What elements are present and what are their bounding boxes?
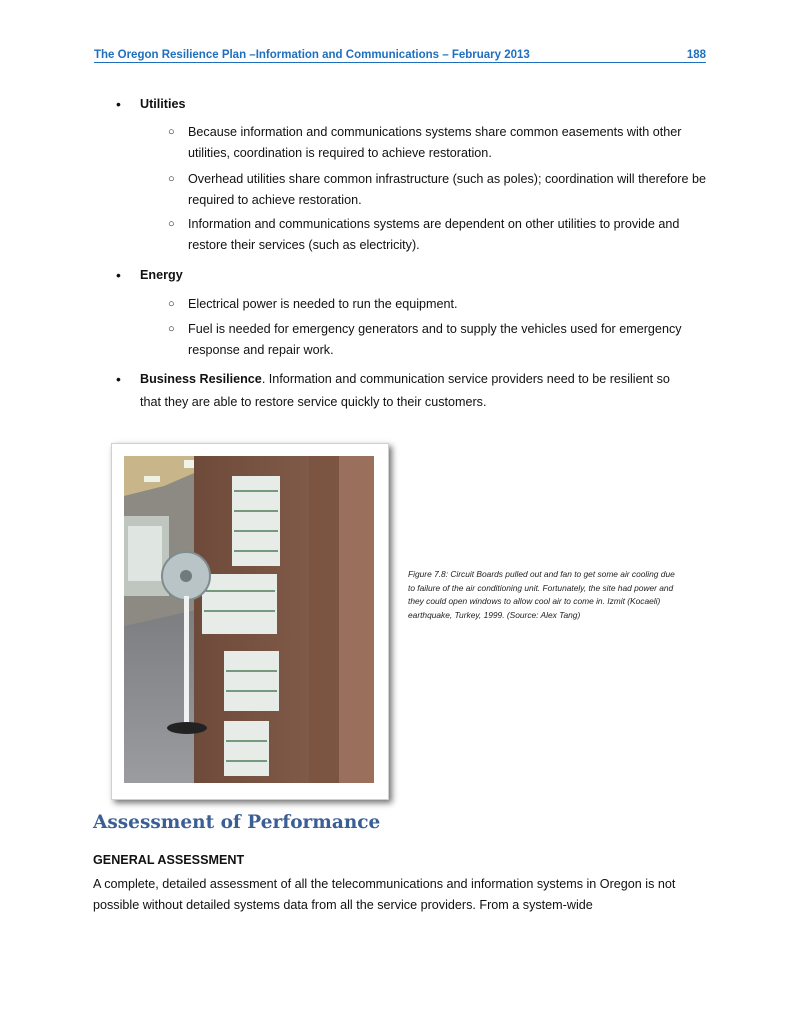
sub-bullet-text: Information and communications systems are dependent on other utilities to provide and restore their services (such as electricity). [188, 217, 680, 252]
bullet-dot-icon: • [116, 96, 121, 112]
sub-bullet-text: Fuel is needed for emergency generators and to supply the vehicles used for emergency response and repair work. [188, 322, 682, 357]
sub-bullet-text: Overhead utilities share common infrastructure (such as poles); coordination will therefore be required to achieve restoration. [188, 172, 706, 207]
circle-bullet-icon: ○ [168, 323, 175, 335]
circle-bullet-icon: ○ [168, 126, 175, 138]
sub-bullet-text: Electrical power is needed to run the equipment. [188, 297, 458, 311]
sub-bullet-text: Because information and communications systems share common easements with other utilities, coordination is required to achieve restoration. [188, 125, 682, 160]
bullet-dot-icon: • [116, 267, 121, 283]
circle-bullet-icon: ○ [168, 218, 175, 230]
circle-bullet-icon: ○ [168, 173, 175, 185]
circle-bullet-icon: ○ [168, 298, 175, 310]
section-paragraph: A complete, detailed assessment of all the telecommunications and information systems in Oregon is not possible without detailed systems data from all the service providers. From a system-wide [93, 877, 676, 912]
bullet-dot-icon: • [116, 371, 121, 387]
bullet-title: Energy [140, 268, 183, 282]
bullet-title: Utilities [140, 97, 186, 111]
figure-caption: Figure 7.8: Circuit Boards pulled out and fan to get some air cooling due to failure of the air conditioning unit. Fortunately, the site had power and they could open windows to allow cool air to come in. Izmit (Kocaeli) earthquake, Turkey, 1999. (Source: Alex Tang) [408, 569, 675, 620]
bullet-continuation: that they are able to restore service quickly to their customers. [140, 395, 487, 409]
figure-frame [111, 443, 389, 800]
bullet-title: Business Resilience [140, 372, 262, 386]
equipment-room-photo [124, 456, 374, 783]
bullet-text: . Information and communication service providers need to be resilient so [261, 372, 670, 386]
page-header [94, 48, 706, 63]
page-number: 188 [686, 49, 706, 61]
section-heading: Assessment of Performance [93, 812, 381, 833]
section-subheading: GENERAL ASSESSMENT [93, 853, 245, 867]
header-title: The Oregon Resilience Plan –Information and Communications – February 2013 [94, 49, 530, 61]
